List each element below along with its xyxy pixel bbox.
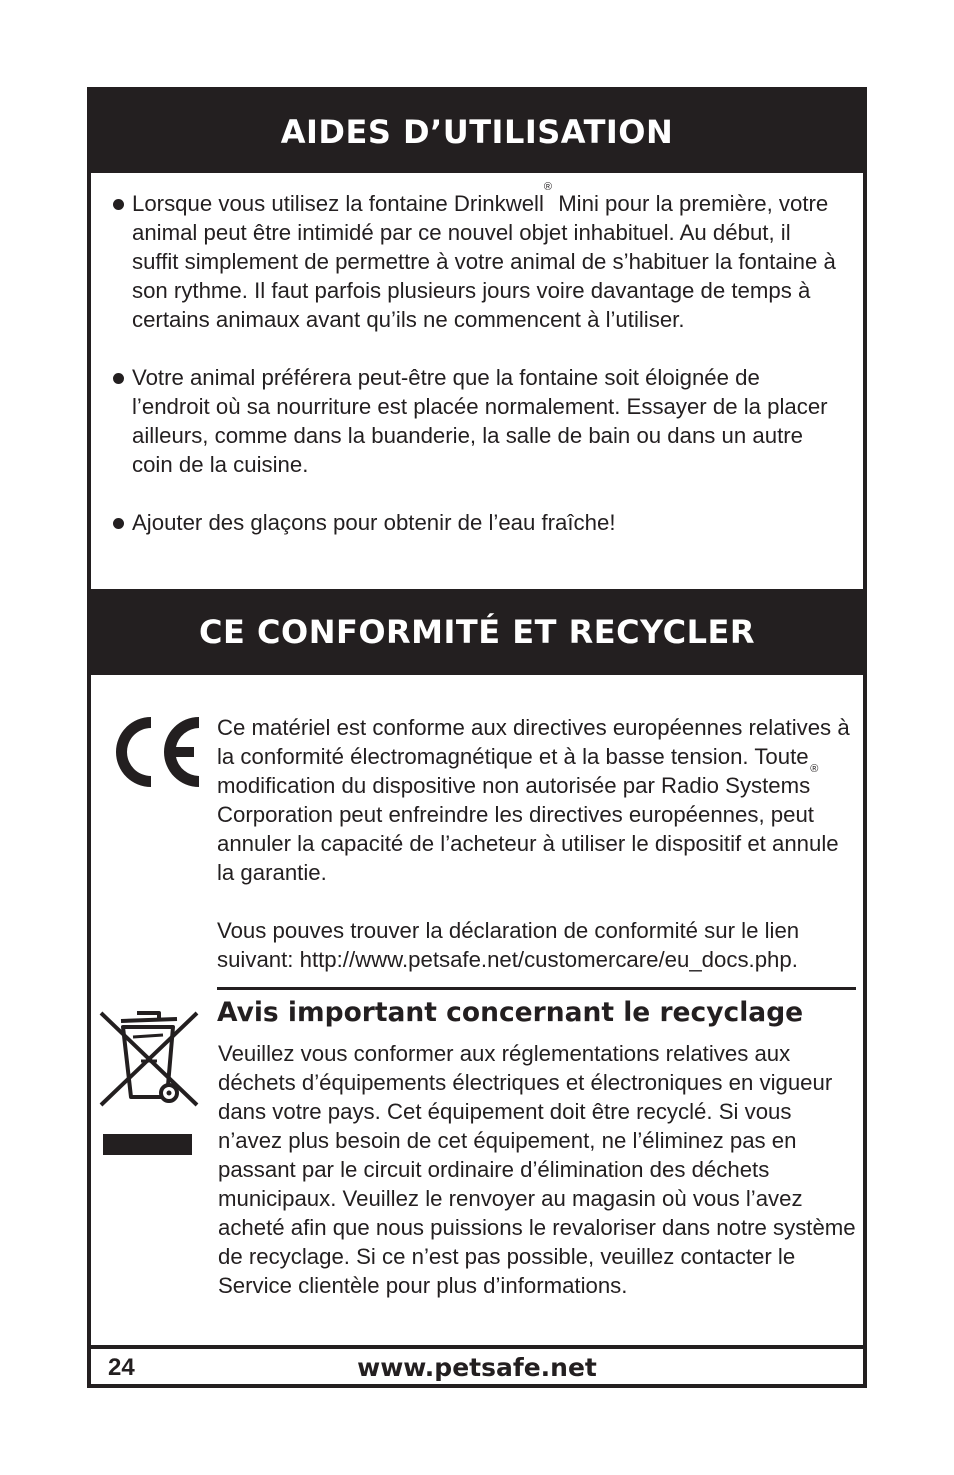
bullet-icon [113, 518, 124, 529]
list-item [113, 508, 843, 537]
declaration-paragraph: Vous pouves trouver la déclaration de conformité sur le lien suivant: http://www.petsafe.net/customercare/eu_docs.php. [217, 918, 800, 972]
usage-tips-list [113, 181, 843, 537]
tip-text-1a: Lorsque vous utilisez la fontaine Drinkwell [132, 191, 544, 216]
page-number: 24 [108, 1354, 135, 1381]
ce-paragraph [217, 713, 857, 887]
list-item [113, 181, 843, 334]
tip-text-3: Ajouter des glaçons pour obtenir de l’eau fraîche! [132, 510, 616, 535]
ce-paragraph-part1: Ce matériel est conforme aux directives européennes relatives à la conformité électromagnétique et à la basse tension. Toute modification du dispositive non autorisée par Radio Systems [217, 715, 850, 798]
divider [217, 987, 856, 990]
ce-paragraph-part2: Corporation peut enfreindre les directives européennes, peut annuler la capacité de l’acheteur à utiliser le dispositif et annule la garantie. [217, 802, 839, 885]
ce-mark-icon [109, 713, 203, 791]
list-item [113, 363, 843, 479]
tip-text-1b: Mini pour la première, votre animal peut être intimidé par ce nouvel objet inhabituel. Au début, il suffit simplement de permettre à votre animal de s’habituer la fontaine à son rythme. Il faut parfois plusieurs jours voire davantage de temps à certains animaux avant qu’ils ne commencent à l’utiliser. [132, 191, 836, 332]
registered-mark: ® [543, 181, 553, 193]
recycling-heading: Avis important concernant le recyclage [217, 997, 804, 1028]
weee-underline-bar [103, 1134, 192, 1155]
bullet-icon [113, 199, 124, 210]
section-title-usage-tips: AIDES D’UTILISATION [91, 91, 863, 173]
crossed-out-wheelie-bin-icon [97, 1005, 201, 1111]
ce-compliance-text [217, 713, 857, 974]
section-title-ce-compliance: CE CONFORMITÉ ET RECYCLER [91, 589, 863, 675]
tip-text-2: Votre animal préférera peut-être que la fontaine soit éloignée de l’endroit où sa nourriture est placée normalement. Essayer de la placer ailleurs, comme dans la buanderie, la salle de bain ou dans un autre coin de la cuisine. [132, 365, 828, 477]
footer-divider [91, 1345, 863, 1349]
page-frame [87, 87, 867, 1388]
registered-mark: ® [810, 763, 819, 775]
recycling-text: Veuillez vous conformer aux réglementations relatives aux déchets d’équipements électriques et électroniques en vigueur dans votre pays. Cet équipement doit être recyclé. Si vous n’avez plus besoin de cet équipement, ne l’éliminez pas en passant par le circuit ordinaire d’élimination des déchets municipaux. Veuillez le renvoyer au magasin où vous l’avez acheté afin que nous puissions le revaloriser dans notre système de recyclage. Si ce n’est pas possible, veuillez contacter le Service clientèle pour plus d’informations. [218, 1041, 856, 1298]
bullet-icon [113, 373, 124, 384]
website-link[interactable]: www.petsafe.net [357, 1353, 597, 1382]
